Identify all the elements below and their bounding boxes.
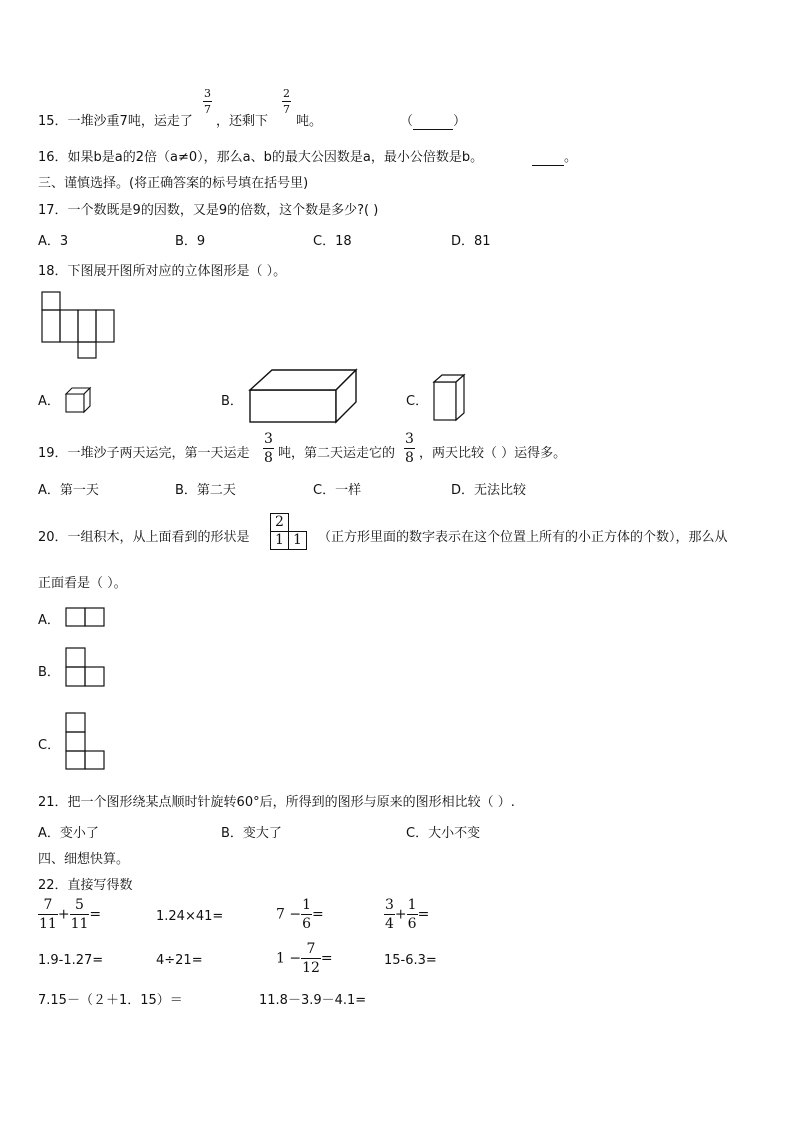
fraction-numerator: 3 bbox=[385, 897, 394, 913]
fraction bbox=[301, 942, 321, 975]
q16-text: 16．如果b是a的2倍（a≠0），那么a、b的最大公因数是a，最小公倍数是b。 bbox=[38, 150, 484, 165]
grid-cell-bottom-left: 1 bbox=[270, 531, 289, 550]
question-17: 17．一个数既是9的因数，又是9的倍数，这个数是多少?( ) bbox=[38, 203, 379, 218]
q18-label-c[interactable]: C． bbox=[406, 394, 429, 409]
fraction-denominator: 12 bbox=[302, 960, 320, 976]
fraction-numerator: 3 bbox=[405, 431, 414, 447]
q17-option-d[interactable]: D．81 bbox=[451, 234, 491, 249]
section-3-heading: 三、谨慎选择。(将正确答案的标号填在括号里) bbox=[38, 176, 309, 191]
calc-9: 7.15－（２＋1．15）＝ bbox=[38, 993, 183, 1008]
q16-answer-blank[interactable] bbox=[532, 146, 577, 166]
calc-3 bbox=[276, 898, 324, 931]
fraction-denominator: 7 bbox=[283, 103, 290, 116]
q15-text-a2: 一堆沙重7吨，运走了 bbox=[67, 114, 193, 129]
calc-7 bbox=[276, 942, 333, 975]
answer-line[interactable] bbox=[413, 114, 453, 130]
q19-fraction-1 bbox=[263, 432, 274, 465]
q15-text-a: 15． bbox=[38, 114, 68, 129]
fraction bbox=[38, 898, 58, 931]
fraction-numerator: 3 bbox=[204, 87, 211, 100]
q15-fraction-2 bbox=[282, 88, 291, 115]
calc-8: 15-6.3= bbox=[384, 953, 437, 968]
q19-fraction-2 bbox=[404, 432, 415, 465]
q15-fraction-1 bbox=[203, 88, 212, 115]
q20-label-b[interactable]: B． bbox=[38, 665, 60, 680]
q19-option-a[interactable]: A．第一天 bbox=[38, 483, 99, 498]
calc-10: 11.8－3.9－4.1= bbox=[259, 993, 367, 1008]
fraction-denominator: 11 bbox=[70, 916, 89, 932]
operand: 7 − bbox=[276, 906, 302, 923]
question-16 bbox=[38, 146, 483, 165]
calc-2: 1.24×41= bbox=[156, 909, 224, 924]
section-4-heading: 四、细想快算。 bbox=[38, 852, 130, 867]
fraction-numerator: 7 bbox=[301, 942, 321, 959]
fraction bbox=[301, 898, 312, 931]
q17-option-c[interactable]: C．18 bbox=[313, 234, 352, 249]
fraction-denominator: 8 bbox=[264, 450, 273, 466]
calc-6: 4÷21= bbox=[156, 953, 203, 968]
fraction bbox=[70, 898, 90, 931]
question-15 bbox=[38, 110, 193, 129]
q21-option-b[interactable]: B．变大了 bbox=[221, 826, 282, 841]
q16-end: 。 bbox=[564, 150, 578, 165]
q21-option-a[interactable]: A．变小了 bbox=[38, 826, 99, 841]
fraction-numerator: 1 bbox=[407, 897, 417, 913]
q20-option-c-figure[interactable] bbox=[64, 711, 106, 771]
question-21: 21．把一个图形绕某点顺时针旋转60°后，所得到的图形与原来的图形相比较（ ）. bbox=[38, 795, 515, 810]
fraction-denominator: 8 bbox=[405, 450, 414, 466]
fraction-numerator: 3 bbox=[264, 431, 273, 447]
fraction-denominator: 7 bbox=[204, 103, 211, 116]
q20-option-a-figure[interactable] bbox=[64, 606, 106, 628]
calc-1 bbox=[38, 898, 101, 931]
q20-label-c[interactable]: C． bbox=[38, 738, 61, 753]
question-18: 18．下图展开图所对应的立体图形是（ ）。 bbox=[38, 264, 287, 279]
fraction-denominator: 6 bbox=[407, 916, 417, 932]
q18-label-a[interactable]: A． bbox=[38, 394, 60, 409]
fraction-numerator: 7 bbox=[38, 898, 58, 915]
fraction-numerator: 1 bbox=[302, 897, 312, 913]
question-19-part-c: ，两天比较（ ）运得多。 bbox=[419, 446, 567, 461]
top-view-grid bbox=[270, 513, 310, 550]
q19-option-c[interactable]: C．一样 bbox=[313, 483, 362, 498]
answer-line[interactable] bbox=[532, 150, 564, 166]
q17-option-a[interactable]: A．3 bbox=[38, 234, 69, 249]
question-20-part-c: 正面看是（ ）。 bbox=[38, 576, 127, 591]
grid-cell-top: 2 bbox=[270, 513, 289, 532]
operand: 1 − bbox=[276, 950, 302, 967]
tall-cuboid-option[interactable] bbox=[432, 373, 468, 423]
operator: + bbox=[57, 906, 70, 923]
q19-option-d[interactable]: D．无法比较 bbox=[451, 483, 527, 498]
question-22-title: 22．直接写得数 bbox=[38, 878, 133, 893]
cube-net-figure bbox=[38, 290, 118, 360]
fraction-numerator: 2 bbox=[283, 87, 290, 100]
fraction-numerator: 5 bbox=[70, 898, 90, 915]
paren-close: ） bbox=[453, 114, 467, 129]
fraction-denominator: 6 bbox=[302, 916, 312, 932]
equals: = bbox=[320, 950, 333, 967]
q18-label-b[interactable]: B． bbox=[221, 394, 243, 409]
question-20-part-b: （正方形里面的数字表示在这个位置上所有的小正方体的个数），那么从 bbox=[318, 530, 728, 545]
paren-open: （ bbox=[400, 114, 414, 129]
q15-answer-blank[interactable] bbox=[400, 110, 466, 130]
q17-option-b[interactable]: B．9 bbox=[175, 234, 206, 249]
equals: = bbox=[417, 906, 430, 923]
fraction bbox=[407, 898, 418, 931]
equals: = bbox=[89, 906, 102, 923]
q15-text-b: ，还剩下 bbox=[216, 114, 269, 129]
small-cube-option[interactable] bbox=[64, 386, 94, 414]
calc-4 bbox=[384, 898, 429, 931]
question-20-part-a: 20．一组积木，从上面看到的形状是 bbox=[38, 530, 250, 545]
q20-option-b-figure[interactable] bbox=[64, 646, 106, 688]
flat-cuboid-option[interactable] bbox=[248, 368, 360, 424]
q20-label-a[interactable]: A． bbox=[38, 613, 60, 628]
calc-5: 1.9-1.27= bbox=[38, 953, 104, 968]
fraction bbox=[384, 898, 395, 931]
q21-option-c[interactable]: C．大小不变 bbox=[406, 826, 481, 841]
operator: + bbox=[394, 906, 407, 923]
q19-option-b[interactable]: B．第二天 bbox=[175, 483, 236, 498]
question-19-part-b: 吨，第二天运走它的 bbox=[278, 446, 396, 461]
fraction-denominator: 4 bbox=[385, 916, 394, 932]
question-19-part-a: 19．一堆沙子两天运完，第一天运走 bbox=[38, 446, 250, 461]
grid-cell-bottom-right: 1 bbox=[288, 531, 307, 550]
equals: = bbox=[312, 906, 324, 923]
q15-text-c: 吨。 bbox=[296, 114, 323, 129]
fraction-denominator: 11 bbox=[39, 916, 57, 932]
